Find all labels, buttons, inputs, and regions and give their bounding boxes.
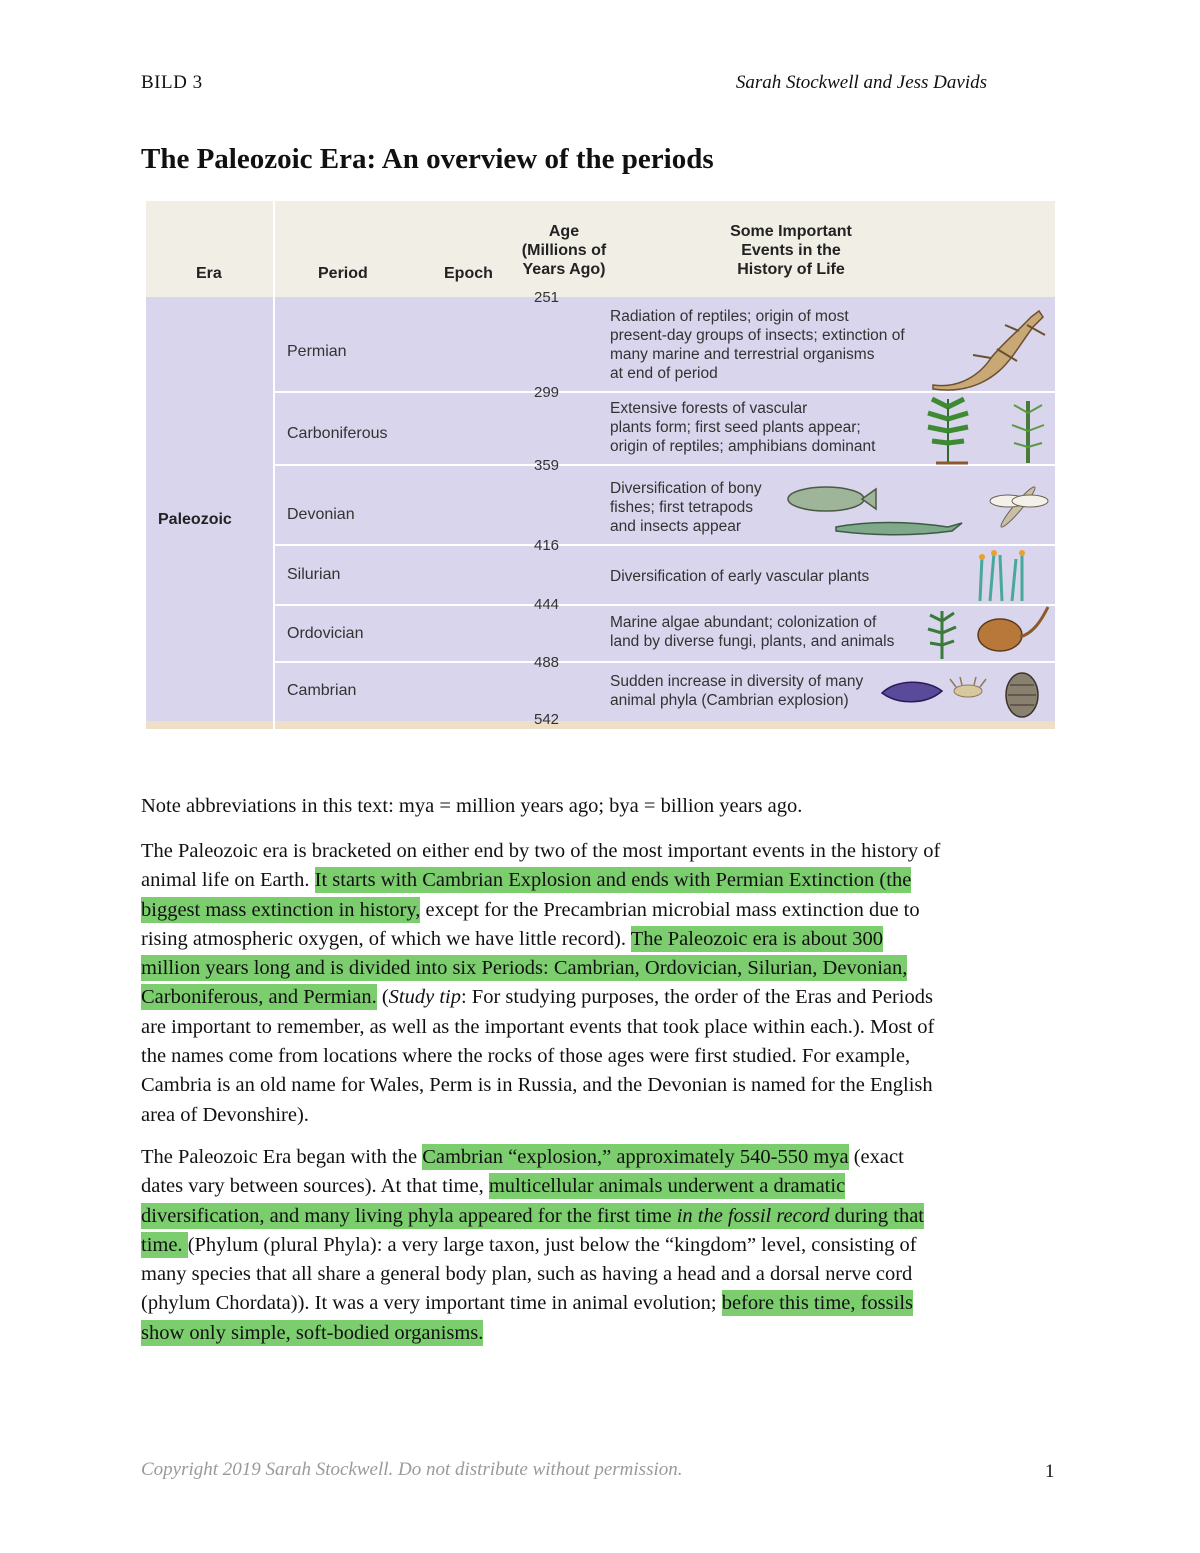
era-label: Paleozoic <box>158 511 232 528</box>
text-line <box>141 1289 1071 1318</box>
row-divider <box>275 544 1055 546</box>
event-line: many marine and terrestrial organisms <box>610 346 875 363</box>
header-events-line: Events in the <box>741 242 841 259</box>
event-line: Marine algae abundant; colonization of <box>610 614 877 631</box>
events-permian <box>610 307 905 383</box>
text-line <box>141 1202 1071 1231</box>
text-line <box>141 1013 1071 1042</box>
abbreviation-note: Note abbreviations in this text: mya = million years ago; bya = billion years ago. <box>141 795 803 817</box>
period-carboniferous: Carboniferous <box>287 425 388 442</box>
events-ordovician <box>610 613 894 651</box>
text-run: rising atmospheric oxygen, of which we have little record). <box>141 927 627 950</box>
header-events-line: History of Life <box>737 261 845 278</box>
vascular-plant-illustration <box>972 547 1032 603</box>
events-carboniferous <box>610 399 875 456</box>
text-run: (phylum Chordata)). It was a very important time in animal evolution; <box>141 1292 722 1315</box>
age-value: 359 <box>534 457 560 474</box>
header-events <box>706 222 876 279</box>
text-line <box>141 983 1071 1012</box>
event-line: Diversification of early vascular plants <box>610 568 870 585</box>
highlighted-text: before this time, fossils <box>721 1292 914 1315</box>
text-run: are important to remember, as well as the important events that took place within each.). Most of <box>141 1015 935 1038</box>
period-silurian: Silurian <box>287 566 341 583</box>
event-line: land by diverse fungi, plants, and animals <box>610 633 895 650</box>
event-line: fishes; first tetrapods <box>610 499 754 516</box>
event-line: Diversification of bony <box>610 480 762 497</box>
text-line <box>141 866 1071 895</box>
authors: Sarah Stockwell and Jess Davids <box>735 72 987 93</box>
highlighted-text <box>141 1203 924 1229</box>
copyright-footer: Copyright 2019 Sarah Stockwell. Do not distribute without permission. <box>141 1459 683 1480</box>
highlighted-text: biggest mass extinction in history, <box>141 898 421 921</box>
age-value: 416 <box>534 537 560 554</box>
event-line: and insects appear <box>610 518 741 535</box>
header-age <box>516 222 612 279</box>
text-run: the names come from locations where the rocks of those ages were first studied. For example, <box>141 1045 911 1068</box>
age-value: 251 <box>534 289 560 306</box>
header-age-line: (Millions of <box>521 242 607 259</box>
page-title: The Paleozoic Era: An overview of the periods <box>141 143 714 175</box>
highlighted-text: Cambrian “explosion,” approximately 540-550 mya <box>422 1146 849 1168</box>
text-run: except for the Precambrian microbial mass extinction due to <box>420 898 920 921</box>
header-epoch: Epoch <box>444 265 493 282</box>
event-line: origin of reptiles; amphibians dominant <box>610 438 876 455</box>
text-line <box>141 1042 1071 1071</box>
lizard-illustration <box>921 303 1051 391</box>
highlighted-text: million years long and is divided into six Periods: Cambrian, Ordovician, Silurian, Devonian, <box>141 957 908 980</box>
text-line <box>141 1101 1071 1130</box>
text-run: diversification, and many living phyla appeared for the first time <box>141 1204 677 1227</box>
emphasized-text: in the fossil record <box>676 1204 830 1227</box>
text-run: ( <box>376 986 389 1009</box>
text-run: during that <box>829 1204 924 1227</box>
fish-illustration <box>778 471 1053 543</box>
highlighted-text: time. <box>141 1233 188 1256</box>
text-line <box>141 896 1071 925</box>
event-line: plants form; first seed plants appear; <box>610 419 861 436</box>
highlighted-text: show only simple, soft-bodied organisms. <box>141 1321 484 1344</box>
header-era: Era <box>196 265 222 282</box>
age-value: 299 <box>534 384 560 401</box>
text-line <box>141 837 1071 866</box>
paragraph-overview <box>141 837 1071 1130</box>
event-line: Sudden increase in diversity of many <box>610 673 864 690</box>
events-silurian <box>610 567 869 586</box>
text-run: many species that all share a general body plan, such as having a head and a dorsal nerve cord <box>141 1263 913 1286</box>
algae-illustration <box>922 605 1052 661</box>
event-line: Radiation of reptiles; origin of most <box>610 308 849 325</box>
highlighted-text: The Paleozoic era is about 300 <box>630 927 883 950</box>
event-line: Extensive forests of vascular <box>610 400 808 417</box>
period-cambrian: Cambrian <box>287 682 357 699</box>
text-line <box>141 1071 1071 1100</box>
text-line <box>141 1143 1071 1172</box>
row-divider <box>275 661 1055 663</box>
text-line <box>141 1319 1071 1348</box>
header-age-line: Age <box>548 223 580 240</box>
text-line <box>141 1231 1071 1260</box>
paragraph-cambrian <box>141 1143 1071 1348</box>
text-run: animal life on Earth. <box>141 869 310 892</box>
text-run: The Paleozoic era is bracketed on either end by two of the most important events in the history of <box>141 840 941 862</box>
text-run: area of Devonshire). <box>141 1103 309 1126</box>
text-run: Cambria is an old name for Wales, Perm is in Russia, and the Devonian is named for the English <box>141 1074 933 1097</box>
header-age-line: Years Ago) <box>522 261 606 278</box>
table-bottom-band <box>146 721 1055 729</box>
text-run: : For studying purposes, the order of the Eras and Periods <box>460 986 933 1009</box>
text-line <box>141 954 1071 983</box>
age-value: 444 <box>534 596 560 613</box>
trilobite-illustration <box>876 665 1051 721</box>
highlighted-text: Carboniferous, and Permian. <box>141 986 377 1009</box>
paleozoic-table-figure <box>146 201 1055 729</box>
text-line <box>141 1172 1071 1201</box>
event-line: at end of period <box>610 365 718 382</box>
text-run: (Phylum (plural Phyla): a very large taxon, just below the “kingdom” level, consisting of <box>187 1233 917 1256</box>
highlighted-text: multicellular animals underwent a dramatic <box>488 1175 846 1198</box>
events-devonian <box>610 479 762 536</box>
header-period: Period <box>318 265 368 282</box>
age-value: 542 <box>534 711 560 728</box>
fern-illustration <box>918 391 1053 469</box>
study-tip-label: Study tip <box>388 986 461 1009</box>
period-permian: Permian <box>287 343 347 360</box>
text-run: The Paleozoic Era began with the <box>141 1146 423 1168</box>
events-cambrian <box>610 672 863 710</box>
course-code: BILD 3 <box>141 72 203 93</box>
highlighted-text: It starts with Cambrian Explosion and ends with Permian Extinction (the <box>314 869 912 892</box>
text-run: dates vary between sources). At that time, <box>141 1175 489 1198</box>
page-number: 1 <box>1045 1461 1055 1482</box>
event-line: animal phyla (Cambrian explosion) <box>610 692 849 709</box>
text-run: (exact <box>848 1146 904 1168</box>
text-line <box>141 1260 1071 1289</box>
age-value: 488 <box>534 654 560 671</box>
period-devonian: Devonian <box>287 506 355 523</box>
header-events-line: Some Important <box>730 223 852 240</box>
period-ordovician: Ordovician <box>287 625 364 642</box>
text-line <box>141 925 1071 954</box>
event-line: present-day groups of insects; extinction of <box>610 327 905 344</box>
